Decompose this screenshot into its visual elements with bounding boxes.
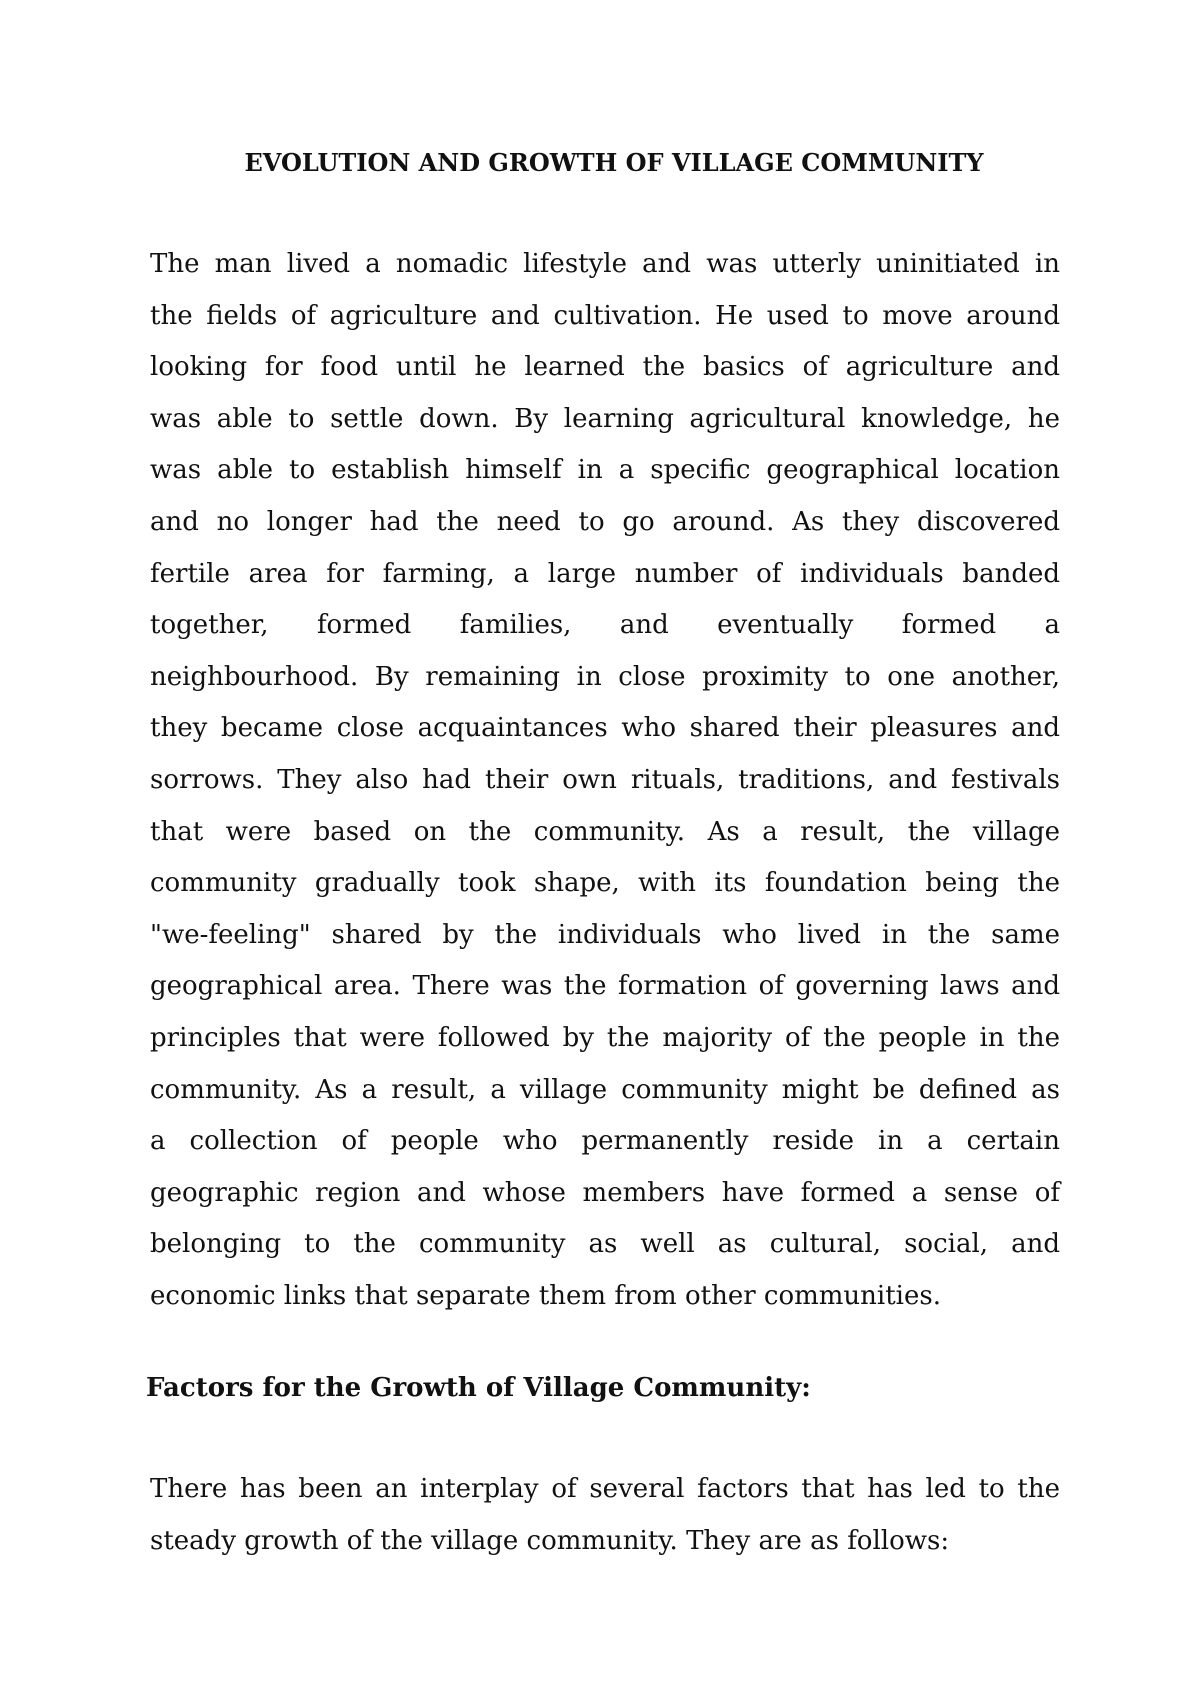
paragraph-line: was able to establish himself in a specific geographical location xyxy=(150,455,1060,486)
section-heading: Factors for the Growth of Village Community: xyxy=(146,1373,811,1403)
paragraph-line: fertile area for farming, a large number of individuals banded xyxy=(150,558,1060,589)
paragraph-line: together, formed families, and eventually formed a xyxy=(150,610,1060,641)
paragraph-line: sorrows. They also had their own rituals, traditions, and festivals xyxy=(150,764,1060,795)
paragraph-line: they became close acquaintances who shared their pleasures and xyxy=(150,713,1060,744)
paragraph-line: "we-feeling" shared by the individuals who lived in the same xyxy=(150,919,1060,950)
paragraph-line: the fields of agriculture and cultivation. He used to move around xyxy=(150,300,1060,331)
paragraph-line: belonging to the community as well as cultural, social, and xyxy=(150,1229,1060,1260)
factors-paragraph xyxy=(150,1464,1060,1567)
paragraph-line: geographic region and whose members have formed a sense of xyxy=(150,1177,1060,1208)
paragraph-line: geographical area. There was the formation of governing laws and xyxy=(150,971,1060,1002)
paragraph-line: a collection of people who permanently reside in a certain xyxy=(150,1126,1060,1157)
paragraph-line: was able to settle down. By learning agricultural knowledge, he xyxy=(150,403,1060,434)
document-title: EVOLUTION AND GROWTH OF VILLAGE COMMUNITY xyxy=(244,148,984,177)
paragraph-line: and no longer had the need to go around. As they discovered xyxy=(150,506,1060,537)
intro-paragraph xyxy=(150,239,1060,1322)
paragraph-line: community gradually took shape, with its foundation being the xyxy=(150,868,1060,899)
paragraph-line: neighbourhood. By remaining in close proximity to one another, xyxy=(150,661,1060,692)
paragraph-line: steady growth of the village community. They are as follows: xyxy=(150,1525,950,1556)
paragraph-line: looking for food until he learned the basics of agriculture and xyxy=(150,352,1060,383)
paragraph-line: that were based on the community. As a result, the village xyxy=(150,816,1060,847)
paragraph-line: economic links that separate them from other communities. xyxy=(150,1280,941,1311)
paragraph-line: The man lived a nomadic lifestyle and was utterly uninitiated in xyxy=(150,249,1060,279)
paragraph-line: community. As a result, a village community might be defined as xyxy=(150,1074,1060,1105)
paragraph-line: There has been an interplay of several factors that has led to the xyxy=(150,1474,1060,1504)
paragraph-line: principles that were followed by the majority of the people in the xyxy=(150,1022,1060,1053)
